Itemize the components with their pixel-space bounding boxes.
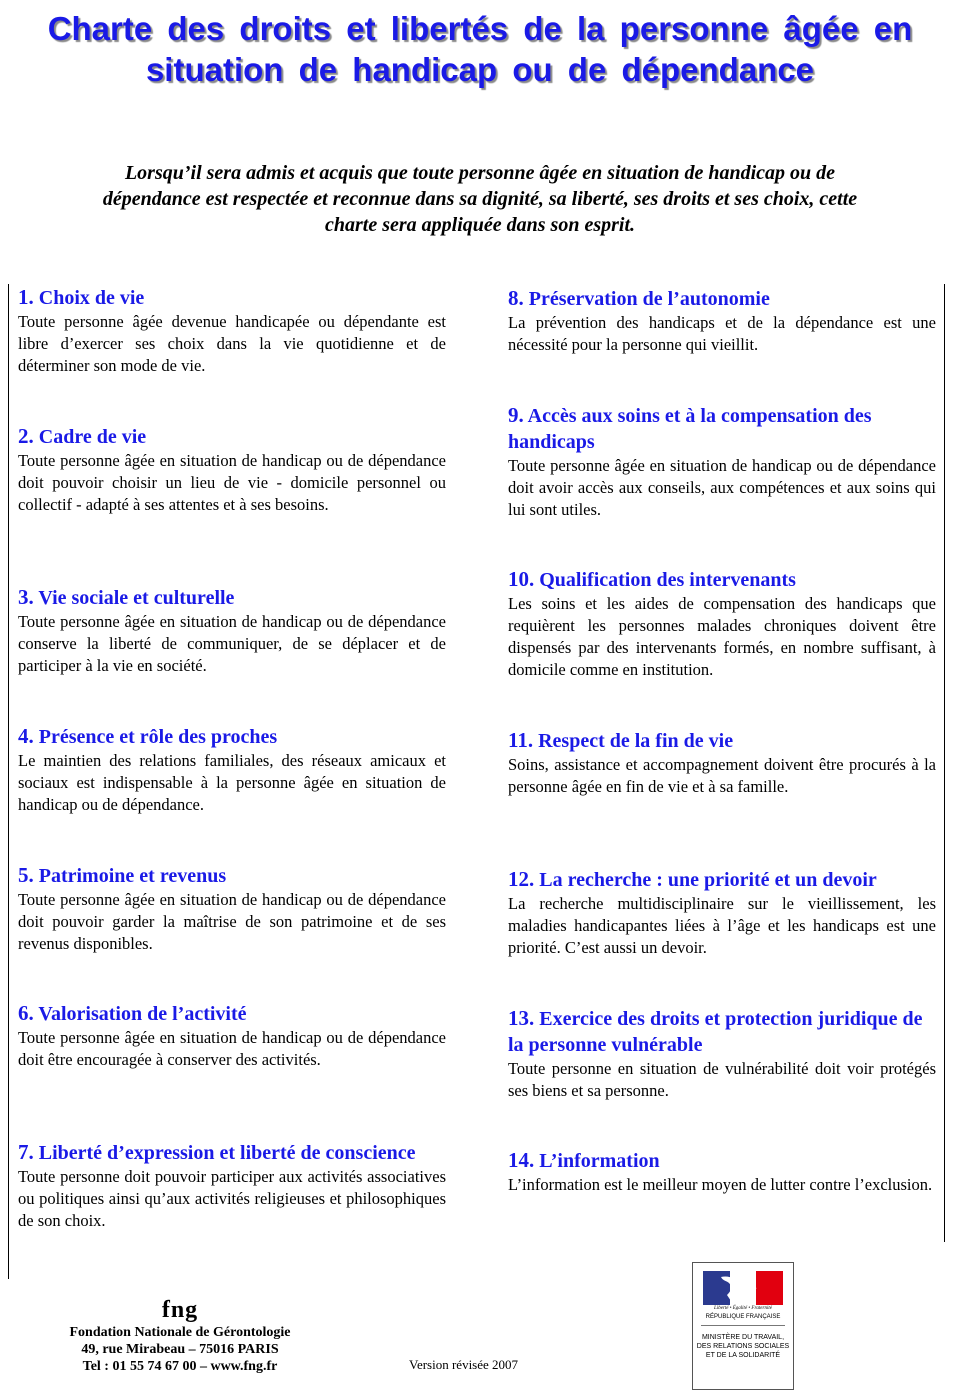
ministry-logo: [692, 1262, 794, 1390]
org-contact: Tel : 01 55 74 67 00 – www.fng.fr: [82, 1359, 278, 1374]
article-title: La recherche : une priorité et un devoir: [539, 869, 877, 891]
article-number: 8.: [508, 286, 524, 310]
article-heading: [508, 727, 936, 754]
version-note: Version révisée 2007: [409, 1357, 519, 1372]
org-name: Fondation Nationale de Gérontologie: [69, 1325, 291, 1340]
article-title: Accès aux soins et à la compensation des handicaps: [508, 405, 872, 453]
article-number: 1.: [18, 285, 34, 309]
article-number: 2.: [18, 424, 34, 448]
article-title: Liberté d’expression et liberté de conscience: [38, 1142, 416, 1164]
article-title: Qualification des intervenants: [539, 569, 796, 591]
logo-divider: [701, 1325, 785, 1326]
article-2: [18, 423, 446, 516]
article-8: [508, 285, 936, 356]
article-text: Toute personne âgée en situation de handicap ou de dépendance doit être encouragée à conserver des activités.: [18, 1028, 446, 1069]
org-address: 49, rue Mirabeau – 75016 PARIS: [81, 1342, 279, 1357]
article-title: Exercice des droits et protection juridique de la personne vulnérable: [508, 1008, 923, 1056]
article-heading: [18, 1139, 446, 1166]
article-text: Toute personne doit pouvoir participer aux activités associatives ou politiques ainsi qu’aux activités religieuses et philosophiques de son choix.: [18, 1167, 446, 1230]
article-7: [18, 1139, 446, 1232]
article-3: [18, 584, 446, 677]
article-13: [508, 1005, 936, 1102]
article-heading: [508, 1147, 936, 1174]
article-number: 12.: [508, 867, 535, 891]
article-number: 3.: [18, 585, 34, 609]
article-6: [18, 1000, 446, 1071]
article-number: 5.: [18, 863, 34, 887]
article-text: Toute personne âgée en situation de handicap ou de dépendance conserve la liberté de communiquer, de se déplacer et de participer à la vie en société.: [18, 612, 446, 675]
article-heading: [18, 584, 446, 611]
fng-logo: fng: [161, 1297, 199, 1323]
article-number: 6.: [18, 1001, 34, 1025]
article-title: Cadre de vie: [38, 426, 147, 448]
article-title: Présence et rôle des proches: [38, 726, 278, 748]
article-number: 11.: [508, 728, 534, 752]
article-number: 14.: [508, 1148, 535, 1172]
article-title: Valorisation de l’activité: [38, 1003, 247, 1025]
article-12: [508, 866, 936, 959]
article-heading: [508, 566, 936, 593]
article-text: Toute personne âgée en situation de handicap ou de dépendance doit avoir accès aux conseils, aux compétences et aux soins qui lui sont utiles.: [508, 456, 936, 519]
article-heading: [508, 402, 936, 455]
article-text: La recherche multidisciplinaire sur le vieillissement, les maladies handicapantes liées à l’âge et les handicaps est une priorité. C’est aussi un devoir.: [508, 894, 936, 957]
article-text: Toute personne âgée en situation de handicap ou de dépendance doit pouvoir choisir un lieu de vie - domicile personnel ou collectif - adapté à ses attentes et à ses besoins.: [18, 451, 446, 514]
article-title: L’information: [539, 1150, 660, 1172]
article-heading: [18, 723, 446, 750]
article-9: [508, 402, 936, 521]
article-text: Soins, assistance et accompagnement doivent être procurés à la personne âgée en fin de vie et à sa famille.: [508, 755, 936, 796]
article-heading: [508, 285, 936, 312]
article-title: Préservation de l’autonomie: [528, 288, 770, 310]
article-number: 7.: [18, 1140, 34, 1164]
charter-title: Charte des droits et libertés de la personne âgée en situation de handicap ou de dépendance: [47, 10, 913, 88]
article-5: [18, 862, 446, 955]
left-column-rule: [8, 284, 9, 1279]
article-1: [18, 284, 446, 377]
article-heading: [508, 1005, 936, 1058]
republic-label: RÉPUBLIQUE FRANÇAISE: [705, 1314, 781, 1320]
article-4: [18, 723, 446, 816]
article-heading: [18, 1000, 446, 1027]
charter-intro: Lorsqu’il sera admis et acquis que toute personne âgée en situation de handicap ou de dépendance est respectée et reconnue dans sa dignité, sa liberté, ses droits et ses choix, cette charte sera appliquée dans son esprit.: [102, 162, 858, 236]
article-heading: [18, 284, 446, 311]
fng-footer: [20, 1296, 340, 1375]
article-11: [508, 727, 936, 798]
article-heading: [18, 862, 446, 889]
article-heading: [508, 866, 936, 893]
article-heading: [18, 423, 446, 450]
article-title: Choix de vie: [38, 287, 145, 309]
article-text: Toute personne âgée devenue handicapée ou dépendante est libre d’exercer ses choix dans la vie quotidienne et de déterminer son mode de vie.: [18, 312, 446, 375]
article-text: Le maintien des relations familiales, des réseaux amicaux et sociaux est indispensable à la personne âgée en situation de handicap ou de dépendance.: [18, 751, 446, 814]
article-number: 4.: [18, 724, 34, 748]
article-number: 10.: [508, 567, 535, 591]
article-text: Toute personne en situation de vulnérabilité doit voir protégés ses biens et sa personne.: [508, 1059, 936, 1100]
article-number: 13.: [508, 1006, 535, 1030]
article-text: Les soins et les aides de compensation des handicaps que requièrent les personnes malades chroniques doivent être dispensés par des intervenants formés, en nombre suffisant, à domicile comme en institution.: [508, 594, 936, 679]
article-14: [508, 1147, 936, 1196]
article-text: L’information est le meilleur moyen de lutter contre l’exclusion.: [508, 1175, 933, 1194]
article-text: Toute personne âgée en situation de handicap ou de dépendance doit pouvoir garder la maîtrise de son patrimoine et de ses revenus disponibles.: [18, 890, 446, 953]
ministry-name: MINISTÈRE DU TRAVAIL, DES RELATIONS SOCIALES ET DE LA SOLIDARITÉ: [696, 1334, 790, 1359]
article-10: [508, 566, 936, 681]
article-title: Respect de la fin de vie: [538, 730, 734, 752]
marianne-flag-icon: [703, 1271, 783, 1305]
article-title: Vie sociale et culturelle: [38, 587, 235, 609]
article-text: La prévention des handicaps et de la dépendance est une nécessité pour la personne qui vieillit.: [508, 313, 936, 354]
right-column-rule: [944, 284, 945, 1242]
article-number: 9.: [508, 403, 524, 427]
republic-motto: Liberté • Égalité • Fraternité: [714, 1306, 772, 1311]
article-title: Patrimoine et revenus: [38, 865, 227, 887]
